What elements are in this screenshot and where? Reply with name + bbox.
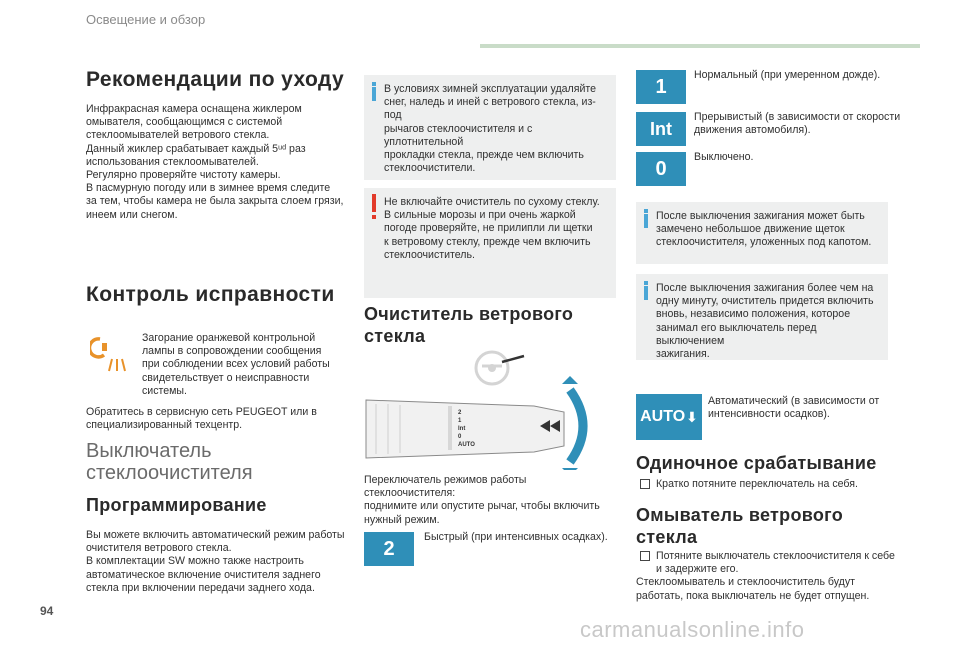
programming-title: Программирование: [86, 495, 267, 515]
info-icon: [644, 209, 648, 213]
info-icon: [372, 82, 376, 86]
warning-icon: [372, 194, 376, 212]
stalk-position-2: 2: [458, 410, 462, 416]
info-icon: [644, 281, 648, 285]
bullet-icon: [640, 479, 650, 489]
care-body: Инфракрасная камера оснащена жиклером омывателя, сообщающимся с системой стеклоомывателей ветрового стекла. Данный жиклер срабатывает каждый 5ᵘᵈ раз использования стеклоомывателей. Регулярно проверяйте чистоту камеры. В пасмурную погоду или в зимнее время следите за тем, чтобы камера не была закрыта слоем грязи, инеем или снегом.: [86, 103, 344, 221]
mode-1-text: Нормальный (при умеренном дожде).: [694, 69, 881, 81]
mode-int-text: Прерывистый (в зависимости от скорости движения автомобиля).: [694, 111, 901, 137]
washer-title: Омыватель ветрового стекла: [636, 505, 844, 547]
mode-int-tile: Int: [636, 112, 686, 146]
section-header: Освещение и обзор: [86, 12, 206, 27]
single-wipe-body: Кратко потяните переключатель на себя.: [640, 478, 910, 491]
mode-auto-tile: AUTO ⬇: [636, 394, 702, 440]
dry-glass-warning-note: Не включайте очиститель по сухому стеклу. В сильные морозы и при очень жаркой погоде проверяйте, не прилипли ли щетки к ветровому стеклу, прежде чем включить стеклоочиститель.: [364, 188, 616, 298]
header-rule: [480, 44, 920, 48]
switch-title: Выключатель стеклоочистителя: [86, 440, 253, 484]
one-minute-info-note: После выключения зажигания более чем на одну минуту, очиститель придется включить вновь, независимо положения, которое занимал его выключатель перед выключением зажигания.: [636, 274, 888, 360]
after-off-info-note: После выключения зажигания может быть замечено небольшое движение щеток стеклоочистителя, уложенных под капотом.: [636, 202, 888, 264]
care-title: Рекомендации по уходу: [86, 68, 345, 91]
wiper-stalk-illustration: [364, 348, 614, 470]
mode-2-text: Быстрый (при интенсивных осадках).: [424, 531, 608, 543]
page-number: 94: [40, 604, 54, 618]
control-body: Загорание оранжевой контрольной лампы в сопровождении сообщения при соблюдении всех условий работы свидетельствует о неисправности системы.: [142, 332, 330, 397]
auto-arrow-icon: ⬇: [686, 408, 698, 425]
stalk-position-int: Int: [458, 426, 466, 432]
modes-body: Переключатель режимов работы стеклоочистителя: поднимите или опустите рычаг, чтобы включить нужный режим.: [364, 474, 600, 526]
single-wipe-title: Одиночное срабатывание: [636, 453, 877, 473]
stalk-position-0: 0: [458, 434, 462, 440]
stalk-position-auto: AUTO: [458, 442, 475, 448]
mode-1-tile: 1: [636, 70, 686, 104]
camera-fault-lamp-icon: [90, 333, 130, 373]
mode-0-tile: 0: [636, 152, 686, 186]
mode-0-text: Выключено.: [694, 151, 754, 163]
programming-body: Вы можете включить автоматический режим работы очистителя ветрового стекла. В комплектации SW можно также настроить автоматическое включение очистителя заднего стекла при включении передачи заднего хода.: [86, 529, 345, 594]
stalk-position-1: 1: [458, 418, 462, 424]
service-body: Обратитесь в сервисную сеть PEUGEOT или в специализированный техцентр.: [86, 406, 317, 432]
watermark: carmanualsonline.info: [580, 617, 805, 642]
mode-2-tile: 2: [364, 532, 414, 566]
bullet-icon: [640, 551, 650, 561]
control-title: Контроль исправности: [86, 283, 335, 306]
winter-info-note: В условиях зимней эксплуатации удаляйте снег, наледь и иней с ветрового стекла, из-под рычагов стеклоочистителя и с уплотнительной прокладки стекла, прежде чем включить стеклоочистители.: [364, 75, 616, 180]
washer-body: Потяните выключатель стеклоочистителя к себе и задержите его. Стеклоомыватель и стеклоочиститель будут работать, пока выключатель не будет отпущен.: [636, 550, 895, 602]
wiper-title: Очиститель ветрового стекла: [364, 304, 574, 346]
mode-auto-text: Автоматический (в зависимости от интенсивности осадков).: [708, 395, 880, 421]
